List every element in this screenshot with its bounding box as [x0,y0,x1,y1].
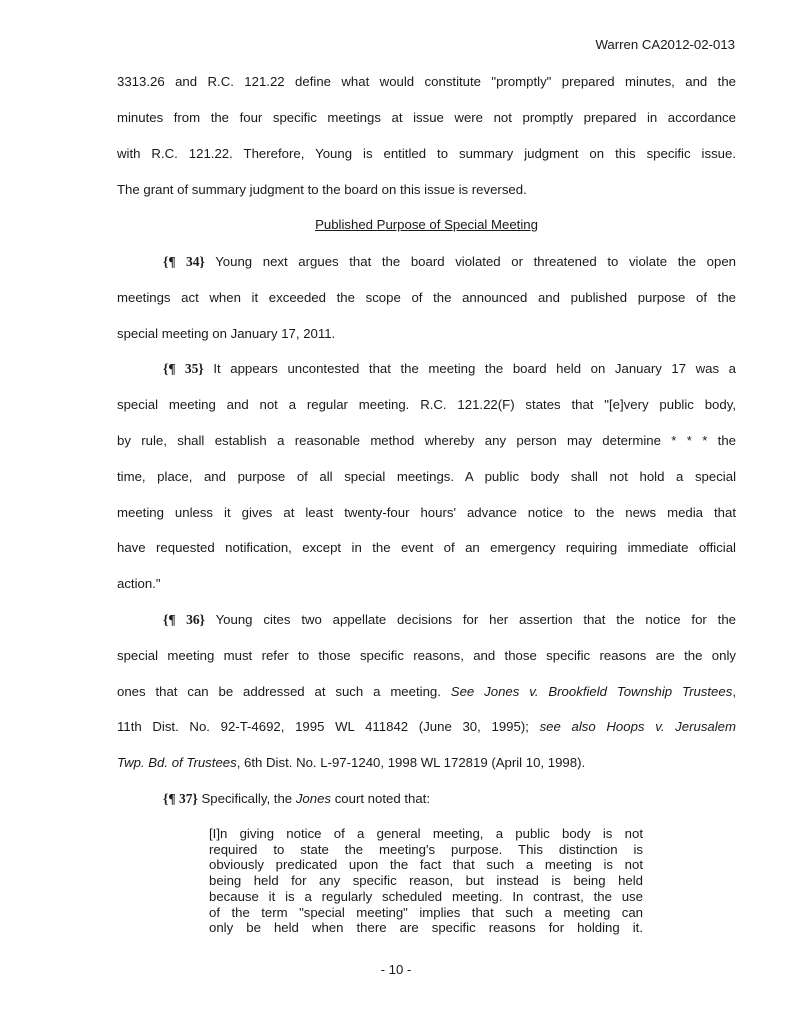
text-span: 11th Dist. No. 92-T-4692, 1995 WL 411842 (June 30, 1995); [117,719,529,734]
page-number: - 10 - [380,962,412,977]
paragraph-text: Young next argues that the board violated or threatened to violate the open [215,254,736,269]
text-span: Specifically, the [201,791,293,806]
text-line: meetings act when it exceeded the scope of the announced and published purpose of the [117,290,736,305]
text-line [117,683,736,701]
quote-line: [I]n giving notice of a general meeting, a public body is not [209,826,643,841]
text-line [117,718,736,736]
quote-line: of the term "special meeting" implies that such a meeting can [209,904,643,920]
text-line: time, place, and purpose of all special meetings. A public body shall not hold a special [117,469,736,484]
text-span: court noted that: [334,791,430,806]
quote-line: being held for any specific reason, but instead is being held [209,873,643,889]
text-span: ones that can be addressed at such a meeting. [117,684,441,699]
text-line: action." [117,576,161,591]
text-line: meeting unless it gives at least twenty-four hours' advance notice to the news media that [117,505,736,520]
case-citation: See Jones v. Brookfield Township Trustees [450,684,733,699]
paragraph-marker: {¶ 35} [163,361,204,376]
text-line: special meeting and not a regular meeting. R.C. 121.22(F) states that "[e]very public body, [117,397,736,412]
text-line: by rule, shall establish a reasonable method whereby any person may determine * * * the [117,433,736,448]
paragraph-marker: {¶ 34} [163,254,205,269]
block-quote [209,826,643,936]
case-citation: Twp. Bd. of Trustees [117,755,237,770]
paragraph-text: It appears uncontested that the meeting the board held on January 17 was a [213,361,737,376]
paragraph-marker: {¶ 36} [163,612,205,627]
case-name: Jones [295,791,332,806]
text-line: special meeting must refer to those specific reasons, and those specific reasons are the only [117,648,736,663]
text-span: , [732,684,736,699]
case-citation: see also Hoops v. Jerusalem [539,719,736,734]
text-line: with R.C. 121.22. Therefore, Young is entitled to summary judgment on this specific issue. [117,146,736,161]
paragraph-34-line [163,253,736,271]
paragraph-marker: {¶ 37} [163,791,198,806]
quote-line: obviously predicated upon the fact that such a meeting is not [209,857,643,873]
docket-header: Warren CA2012-02-013 [595,37,735,52]
section-heading [117,216,736,234]
quote-line: required to state the meeting's purpose. This distinction is [209,841,643,857]
text-span: , 6th Dist. No. L-97-1240, 1998 WL 172819 (April 10, 1998). [236,755,586,770]
text-line: 3313.26 and R.C. 121.22 define what would constitute "promptly" prepared minutes, and the [117,74,736,89]
section-heading-text: Published Purpose of Special Meeting [315,217,538,232]
text-line [117,754,736,772]
text-line: have requested notification, except in the event of an emergency requiring immediate official [117,540,736,555]
text-line: special meeting on January 17, 2011. [117,326,336,341]
quote-line: only be held when there are specific reasons for holding it. [209,920,643,936]
text-line: minutes from the four specific meetings at issue were not promptly prepared in accordance [117,110,736,125]
text-line: The grant of summary judgment to the board on this issue is reversed. [117,182,527,197]
paragraph-37-line [163,790,736,808]
paragraph-35-line [163,360,736,378]
paragraph-36-line [163,611,736,629]
quote-line: because it is a regularly scheduled meeting. In contrast, the use [209,888,643,904]
paragraph-text: Young cites two appellate decisions for her assertion that the notice for the [215,612,736,627]
